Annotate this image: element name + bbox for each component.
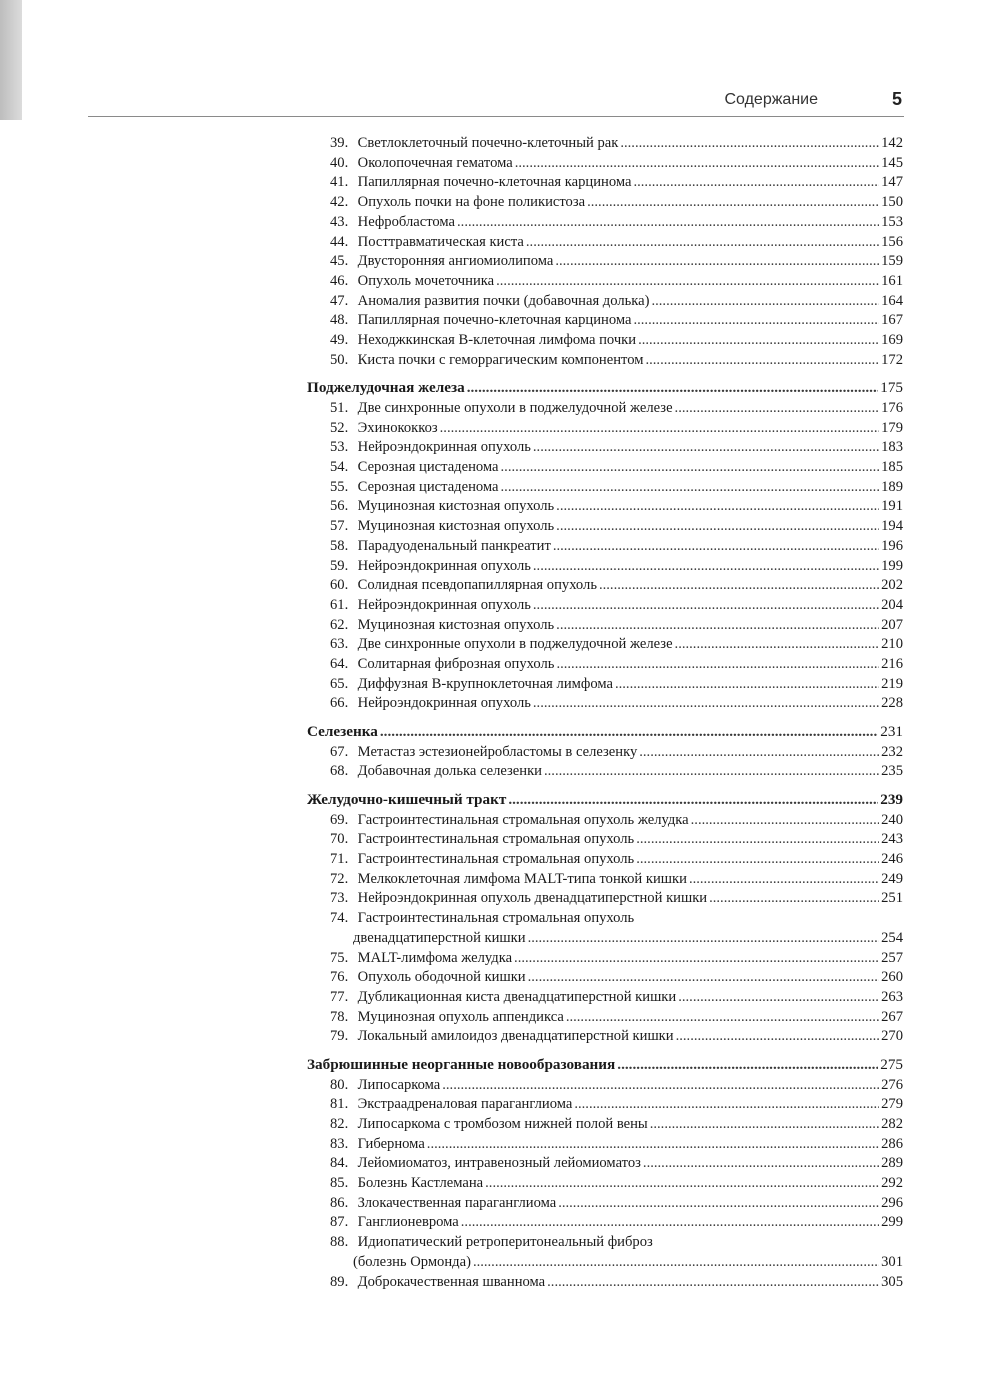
entry-number: 78.	[330, 1008, 349, 1025]
entry-title: Нейроэндокринная опухоль	[357, 439, 531, 456]
toc-entry[interactable]	[307, 497, 903, 517]
entry-title: Аномалия развития почки (добавочная долька)	[357, 292, 650, 309]
dot-leader	[544, 762, 879, 782]
entry-page: 289	[881, 1155, 903, 1172]
entry-page: 270	[881, 1028, 903, 1045]
toc-entry[interactable]	[307, 1008, 903, 1028]
entry-number: 80.	[330, 1076, 349, 1093]
toc-entry[interactable]	[307, 438, 903, 458]
entry-title: Липосаркома	[357, 1076, 441, 1093]
toc-entry[interactable]	[307, 616, 903, 636]
entry-page: 219	[881, 675, 903, 692]
entry-title: Добавочная долька селезенки	[357, 763, 542, 780]
entry-number: 69.	[330, 811, 349, 828]
toc-entry[interactable]	[307, 1273, 903, 1293]
entry-page: 169	[881, 332, 903, 349]
entry-page: 204	[881, 596, 903, 613]
entry-number: 55.	[330, 478, 349, 495]
section-heading[interactable]	[307, 1055, 903, 1076]
entry-page: 161	[881, 272, 903, 289]
dot-leader	[442, 1076, 879, 1096]
entry-number: 87.	[330, 1214, 349, 1231]
entry-page: 150	[881, 194, 903, 211]
entry-page: 183	[881, 439, 903, 456]
section-heading-page: 175	[880, 379, 903, 397]
entry-number: 65.	[330, 675, 349, 692]
entry-number: 39.	[330, 135, 349, 151]
entry-title: Ганглионеврома	[357, 1214, 459, 1231]
toc-entry[interactable]	[307, 830, 903, 850]
toc-entry[interactable]	[307, 419, 903, 439]
dot-leader	[556, 616, 879, 636]
dot-leader	[427, 1135, 879, 1155]
entry-title: Мелкоклеточная лимфома MALT-типа тонкой кишки	[357, 870, 687, 887]
entry-title-continuation: (болезнь Ормонда)	[353, 1253, 471, 1270]
dot-leader	[709, 889, 879, 909]
dot-leader	[556, 517, 879, 537]
entry-page: 260	[881, 969, 903, 986]
section-heading-title: Поджелудочная железа	[307, 379, 465, 397]
entry-title: Дубликационная киста двенадцатиперстной кишки	[357, 988, 677, 1005]
entry-number: 62.	[330, 616, 349, 633]
entry-page: 147	[881, 174, 903, 191]
dot-leader	[638, 331, 879, 351]
entry-number: 45.	[330, 253, 349, 270]
dot-leader	[533, 596, 879, 616]
toc-entry[interactable]	[307, 675, 903, 695]
entry-title: Гастроинтестинальная стромальная опухоль желудка	[357, 811, 689, 828]
entry-number: 83.	[330, 1135, 349, 1152]
entry-number: 68.	[330, 763, 349, 780]
toc-entry[interactable]	[307, 576, 903, 596]
dot-leader	[501, 478, 880, 498]
dot-leader	[675, 635, 880, 655]
entry-number: 84.	[330, 1155, 349, 1172]
entry-title: Гастроинтестинальная стромальная опухоль	[357, 831, 635, 848]
entry-number: 48.	[330, 312, 349, 329]
dot-leader	[633, 173, 879, 193]
entry-number: 85.	[330, 1175, 349, 1192]
dot-leader	[636, 850, 879, 870]
entry-page: 164	[881, 292, 903, 309]
entry-page: 194	[881, 518, 903, 535]
entry-page: 301	[881, 1253, 903, 1270]
entry-number: 41.	[330, 174, 349, 191]
running-title: Содержание	[724, 91, 818, 108]
page-edge-shade	[0, 0, 22, 120]
entry-title: Серозная цистаденома	[357, 478, 499, 495]
entry-page: 189	[881, 478, 903, 495]
entry-number: 75.	[330, 949, 349, 966]
toc-entry[interactable]	[307, 557, 903, 577]
toc-entry[interactable]	[307, 1154, 903, 1174]
dot-leader	[639, 743, 879, 763]
toc-entry[interactable]	[307, 1194, 903, 1214]
toc-entry[interactable]	[307, 1095, 903, 1115]
dot-leader	[617, 1055, 878, 1076]
entry-page: 232	[881, 743, 903, 760]
toc-entry[interactable]	[307, 1233, 903, 1253]
dot-leader	[473, 1253, 879, 1273]
entry-page: 156	[881, 233, 903, 250]
entry-number: 57.	[330, 518, 349, 535]
entry-title: Муцинозная кистозная опухоль	[357, 498, 555, 515]
entry-page: 240	[881, 811, 903, 828]
entry-number: 67.	[330, 743, 349, 760]
section-heading-page: 239	[880, 791, 903, 809]
toc-entry[interactable]	[307, 1213, 903, 1233]
section-heading-page: 275	[880, 1056, 903, 1074]
entry-title: Посттравматическая киста	[357, 233, 524, 250]
dot-leader	[645, 351, 879, 371]
entry-number: 60.	[330, 577, 349, 594]
dot-leader	[556, 497, 879, 517]
section-heading-page: 231	[880, 723, 903, 741]
entry-number: 63.	[330, 636, 349, 653]
toc-entry[interactable]	[307, 193, 903, 213]
toc-entry[interactable]	[307, 458, 903, 478]
toc-entry[interactable]	[307, 311, 903, 331]
entry-number: 59.	[330, 557, 349, 574]
entry-number: 52.	[330, 419, 349, 436]
entry-page: 210	[881, 636, 903, 653]
entry-title: Нейроэндокринная опухоль	[357, 695, 531, 712]
entry-number: 74.	[330, 910, 349, 927]
entry-title: Нейроэндокринная опухоль двенадцатиперстной кишки	[357, 890, 708, 907]
toc-entry[interactable]	[307, 811, 903, 831]
entry-title: Серозная цистаденома	[357, 459, 499, 476]
toc-section	[307, 790, 903, 1047]
entry-title: Экстраадреналовая параганглиома	[357, 1096, 573, 1113]
dot-leader	[380, 722, 878, 743]
dot-leader	[528, 929, 880, 949]
dot-leader	[547, 1273, 879, 1293]
entry-title: Неходжкинская В-клеточная лимфома почки	[357, 332, 637, 349]
dot-leader	[555, 252, 879, 272]
dot-leader	[643, 1154, 879, 1174]
entry-title: Околопочечная гематома	[357, 154, 513, 171]
entry-title: Солитарная фиброзная опухоль	[357, 656, 555, 673]
entry-title: Светлоклеточный почечно-клеточный рак	[357, 135, 619, 151]
section-heading[interactable]	[307, 722, 903, 743]
toc-entry[interactable]	[307, 252, 903, 272]
entry-title: Локальный амилоидоз двенадцатиперстной кишки	[357, 1028, 674, 1045]
dot-leader	[599, 576, 879, 596]
entry-number: 54.	[330, 459, 349, 476]
entry-page: 153	[881, 213, 903, 230]
entry-title: Метастаз эстезионейробластомы в селезенку	[357, 743, 638, 760]
table-of-contents	[307, 134, 903, 1300]
entry-page: 179	[881, 419, 903, 436]
entry-title: Диффузная В-крупноклеточная лимфома	[357, 675, 613, 692]
entry-page: 286	[881, 1135, 903, 1152]
entry-number: 42.	[330, 194, 349, 211]
toc-entry[interactable]	[307, 988, 903, 1008]
dot-leader	[574, 1095, 879, 1115]
toc-entry[interactable]	[307, 655, 903, 675]
entry-title: Двусторонняя ангиомиолипома	[357, 253, 554, 270]
entry-page: 176	[881, 399, 903, 416]
toc-entry[interactable]	[307, 537, 903, 557]
entry-title: Болезнь Кастлемана	[357, 1175, 484, 1192]
entry-number: 50.	[330, 351, 349, 368]
toc-entry[interactable]	[307, 399, 903, 419]
entry-number: 71.	[330, 851, 349, 867]
entry-title: Злокачественная параганглиома	[357, 1194, 557, 1211]
entry-page: 235	[881, 763, 903, 780]
entry-title: Муцинозная опухоль аппендикса	[357, 1008, 564, 1025]
entry-page: 279	[881, 1096, 903, 1113]
dot-leader	[615, 675, 879, 695]
entry-number: 81.	[330, 1096, 349, 1113]
entry-title: Муцинозная кистозная опухоль	[357, 518, 555, 535]
dot-leader	[533, 694, 879, 714]
dot-leader	[675, 399, 880, 419]
page-number: 5	[891, 89, 902, 109]
entry-page: 216	[881, 656, 903, 673]
entry-title: Две синхронные опухоли в поджелудочной железе	[357, 399, 673, 416]
entry-title: Гастроинтестинальная стромальная опухоль	[357, 851, 635, 867]
entry-title: Солидная псевдопапиллярная опухоль	[357, 577, 597, 594]
dot-leader	[485, 1174, 879, 1194]
entry-title: Нейроэндокринная опухоль	[357, 596, 531, 613]
entry-page: 276	[881, 1076, 903, 1093]
entry-page: 228	[881, 695, 903, 712]
dot-leader	[556, 655, 879, 675]
dot-leader	[440, 419, 879, 439]
entry-page: 159	[881, 253, 903, 270]
entry-number: 40.	[330, 154, 349, 171]
entry-number: 49.	[330, 332, 349, 349]
entry-title: Эхинококкоз	[357, 419, 438, 436]
dot-leader	[467, 378, 879, 399]
entry-number: 88.	[330, 1234, 349, 1251]
toc-entry[interactable]	[307, 694, 903, 714]
entry-title: Гибернома	[357, 1135, 425, 1152]
entry-page: 207	[881, 616, 903, 633]
toc-entry[interactable]	[307, 351, 903, 371]
entry-page: 296	[881, 1194, 903, 1211]
toc-section	[307, 722, 903, 782]
entry-number: 82.	[330, 1115, 349, 1132]
entry-title: Парадуоденальный панкреатит	[357, 537, 551, 554]
entry-title: Нефробластома	[357, 213, 456, 230]
toc-entry[interactable]	[307, 870, 903, 890]
toc-entry[interactable]	[307, 1076, 903, 1096]
toc-entry[interactable]	[307, 909, 903, 929]
entry-number: 70.	[330, 831, 349, 848]
entry-number: 43.	[330, 213, 349, 230]
entry-title: Идиопатический ретроперитонеальный фиброз	[357, 1234, 653, 1251]
toc-entry[interactable]	[307, 850, 903, 870]
entry-number: 61.	[330, 596, 349, 613]
toc-entry[interactable]	[307, 762, 903, 782]
toc-entry[interactable]	[307, 233, 903, 253]
toc-entry[interactable]	[307, 1135, 903, 1155]
dot-leader	[691, 811, 879, 831]
toc-entry[interactable]	[307, 134, 903, 154]
dot-leader	[650, 1115, 879, 1135]
entry-number: 47.	[330, 292, 349, 309]
entry-title: Киста почки с геморрагическим компонентом	[357, 351, 644, 368]
entry-page: 199	[881, 557, 903, 574]
entry-page: 292	[881, 1175, 903, 1192]
dot-leader	[678, 988, 879, 1008]
entry-number: 58.	[330, 537, 349, 554]
entry-page: 299	[881, 1214, 903, 1231]
entry-page: 249	[881, 870, 903, 887]
entry-page: 142	[881, 135, 903, 151]
entry-title: Липосаркома с тромбозом нижней полой вены	[357, 1115, 648, 1132]
entry-title: Нейроэндокринная опухоль	[357, 557, 531, 574]
entry-page: 202	[881, 577, 903, 594]
entry-title: Гастроинтестинальная стромальная опухоль	[357, 910, 635, 927]
entry-title: MALT-лимфома желудка	[357, 949, 513, 966]
entry-page: 172	[881, 351, 903, 368]
entry-page: 145	[881, 154, 903, 171]
entry-page: 257	[881, 949, 903, 966]
dot-leader	[533, 557, 879, 577]
toc-entry[interactable]	[307, 1027, 903, 1047]
dot-leader	[514, 949, 879, 969]
dot-leader	[651, 292, 879, 312]
entry-title: Папиллярная почечно-клеточная карцинома	[357, 312, 632, 329]
dot-leader	[676, 1027, 880, 1047]
dot-leader	[533, 438, 879, 458]
toc-section	[307, 134, 903, 370]
entry-number: 77.	[330, 988, 349, 1005]
section-heading[interactable]	[307, 790, 903, 811]
entry-page: 196	[881, 537, 903, 554]
entry-number: 56.	[330, 498, 349, 515]
dot-leader	[633, 311, 879, 331]
entry-title: Лейомиоматоз, интравенозный лейомиоматоз	[357, 1155, 641, 1172]
dot-leader	[496, 272, 879, 292]
toc-entry[interactable]	[307, 272, 903, 292]
dot-leader	[553, 537, 879, 557]
section-heading-title: Желудочно-кишечный тракт	[307, 791, 507, 809]
dot-leader	[620, 134, 879, 154]
toc-entry[interactable]	[307, 173, 903, 193]
toc-entry[interactable]	[307, 154, 903, 174]
entry-number: 89.	[330, 1273, 349, 1290]
dot-leader	[515, 154, 879, 174]
toc-entry[interactable]	[307, 1115, 903, 1135]
section-heading[interactable]	[307, 378, 903, 399]
entry-number: 73.	[330, 890, 349, 907]
toc-entry[interactable]	[307, 292, 903, 312]
toc-entry[interactable]	[307, 968, 903, 988]
section-heading-title: Забрюшинные неорганные новообразования	[307, 1056, 616, 1074]
dot-leader	[566, 1008, 879, 1028]
dot-leader	[526, 233, 879, 253]
dot-leader	[528, 968, 879, 988]
dot-leader	[461, 1213, 879, 1233]
entry-page: 254	[881, 929, 903, 946]
entry-number: 76.	[330, 969, 349, 986]
entry-number: 51.	[330, 399, 349, 416]
entry-number: 53.	[330, 439, 349, 456]
entry-page: 167	[881, 312, 903, 329]
entry-number: 64.	[330, 656, 349, 673]
dot-leader	[689, 870, 879, 890]
entry-page: 263	[881, 988, 903, 1005]
entry-page: 243	[881, 831, 903, 848]
entry-title: Папиллярная почечно-клеточная карцинома	[357, 174, 632, 191]
toc-entry[interactable]	[307, 743, 903, 763]
entry-title: Опухоль мочеточника	[357, 272, 495, 289]
dot-leader	[636, 830, 879, 850]
entry-page: 305	[881, 1273, 903, 1290]
toc-entry[interactable]	[307, 331, 903, 351]
entry-page: 185	[881, 459, 903, 476]
toc-section	[307, 378, 903, 714]
entry-title: Муцинозная кистозная опухоль	[357, 616, 555, 633]
entry-number: 44.	[330, 233, 349, 250]
entry-title: Опухоль ободочной кишки	[357, 969, 526, 986]
section-heading-title: Селезенка	[307, 723, 378, 741]
entry-number: 66.	[330, 695, 349, 712]
entry-page: 282	[881, 1115, 903, 1132]
toc-entry[interactable]	[307, 596, 903, 616]
toc-entry[interactable]	[307, 1174, 903, 1194]
entry-number: 72.	[330, 870, 349, 887]
running-header	[88, 86, 904, 117]
toc-entry[interactable]	[307, 478, 903, 498]
toc-entry[interactable]	[307, 213, 903, 233]
toc-entry[interactable]	[307, 517, 903, 537]
toc-entry[interactable]	[307, 635, 903, 655]
entry-number: 86.	[330, 1194, 349, 1211]
entry-title: Опухоль почки на фоне поликистоза	[357, 194, 586, 211]
toc-entry[interactable]	[307, 949, 903, 969]
toc-entry-continuation[interactable]	[307, 929, 903, 949]
entry-page: 267	[881, 1008, 903, 1025]
dot-leader	[558, 1194, 879, 1214]
dot-leader	[508, 790, 878, 811]
entry-number: 46.	[330, 272, 349, 289]
entry-page: 251	[881, 890, 903, 907]
toc-entry-continuation[interactable]	[307, 1253, 903, 1273]
entry-title-continuation: двенадцатиперстной кишки	[353, 929, 526, 946]
entry-number: 79.	[330, 1028, 349, 1045]
dot-leader	[457, 213, 879, 233]
dot-leader	[587, 193, 879, 213]
dot-leader	[501, 458, 880, 478]
toc-entry[interactable]	[307, 889, 903, 909]
toc-section	[307, 1055, 903, 1292]
entry-title: Две синхронные опухоли в поджелудочной железе	[357, 636, 673, 653]
entry-title: Доброкачественная шваннома	[357, 1273, 546, 1290]
entry-page: 191	[881, 498, 903, 515]
entry-page: 246	[881, 851, 903, 867]
